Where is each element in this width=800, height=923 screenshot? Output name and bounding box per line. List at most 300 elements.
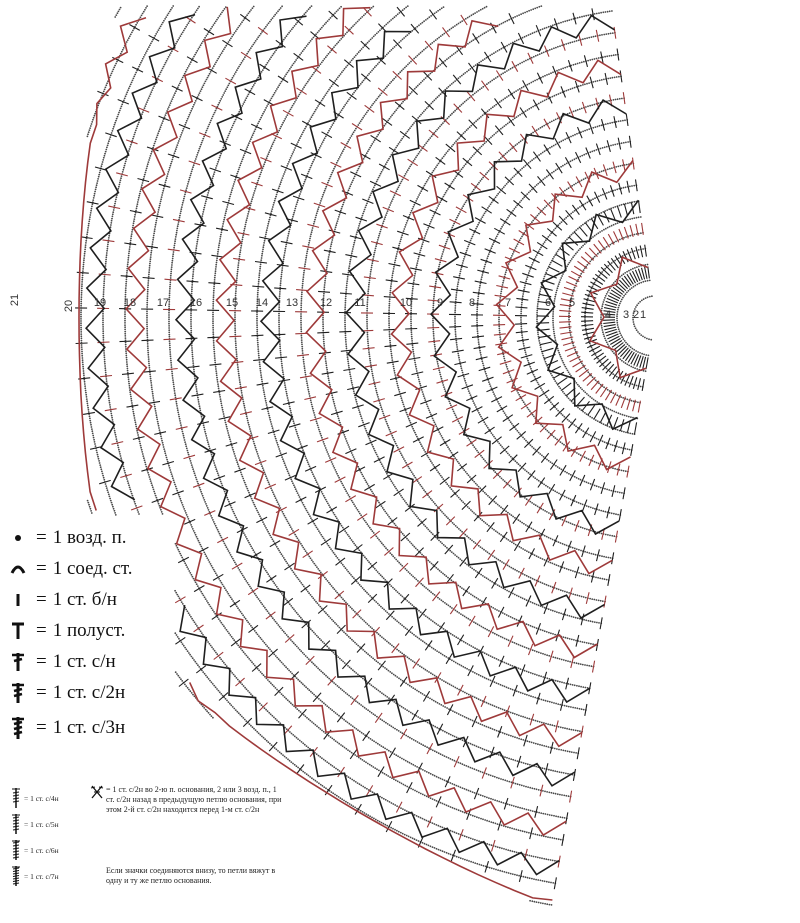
chain-dot (421, 666, 423, 668)
chain-dot (282, 177, 284, 179)
chain-dot (490, 680, 492, 682)
chain-dot (386, 161, 388, 163)
chain-dot (401, 454, 403, 456)
chain-dot (375, 390, 377, 392)
chain-dot (317, 528, 319, 530)
chain-dot (452, 409, 454, 411)
chain-dot (575, 183, 577, 185)
chain-dot (365, 622, 367, 624)
chain-dot (466, 535, 468, 537)
chain-dot (513, 543, 515, 545)
chain-dot (311, 229, 313, 231)
chain-dot (300, 328, 302, 330)
chain-dot (420, 190, 422, 192)
chain-dot (562, 391, 564, 393)
chain-dot (387, 514, 389, 516)
chain-dot (333, 465, 335, 467)
chain-dot (635, 306, 637, 308)
chain-dot (424, 237, 426, 239)
chain-dot (458, 689, 460, 691)
chain-dot (394, 372, 396, 374)
chain-dot (572, 593, 574, 595)
chain-dot (476, 11, 478, 13)
chain-dot (316, 481, 318, 483)
chain-dot (400, 40, 402, 42)
chain-dot (374, 568, 376, 570)
chain-dot (480, 518, 482, 520)
chain-dot (589, 219, 591, 221)
chain-dot (325, 499, 327, 501)
chain-dot (378, 633, 380, 635)
chain-dot (392, 272, 394, 274)
chain-dot (580, 454, 582, 456)
chain-dot (258, 277, 260, 279)
chain-dot (433, 420, 435, 422)
chain-dot (538, 297, 540, 299)
chain-dot (567, 264, 569, 266)
chain-dot (483, 268, 485, 270)
chain-dot (396, 445, 398, 447)
chain-dot (345, 302, 347, 304)
chain-dot (355, 399, 357, 401)
chain-dot (269, 219, 271, 221)
chain-dot (622, 165, 624, 167)
chain-dot (301, 337, 303, 339)
chain-dot (578, 572, 580, 574)
chain-dot (351, 500, 353, 502)
chain-dot (328, 504, 330, 506)
chain-dot (472, 191, 474, 193)
chain-dot (612, 351, 614, 353)
chain-dot (592, 643, 594, 645)
chain-dot (298, 494, 300, 496)
chain-dot (569, 328, 571, 330)
chain-dot (515, 90, 517, 92)
chain-dot (403, 406, 405, 408)
chain-dot (611, 535, 613, 537)
chain-dot (405, 502, 407, 504)
chain-dot (603, 386, 605, 388)
chain-dot (634, 367, 636, 369)
chain-dot (456, 527, 458, 529)
chain-dot (525, 440, 527, 442)
chain-dot (425, 109, 427, 111)
chain-dot (459, 359, 461, 361)
chain-dot (606, 146, 608, 148)
chain-dot (472, 400, 474, 402)
chain-dot (324, 286, 326, 288)
chain-dot (602, 11, 604, 13)
chain-dot (521, 304, 523, 306)
chain-dot (442, 34, 444, 36)
chain-dot (294, 486, 296, 488)
chain-dot (558, 69, 560, 71)
chain-dot (353, 390, 355, 392)
chain-dot (568, 398, 570, 400)
chain-dot (431, 42, 433, 44)
chain-dot (577, 407, 579, 409)
chain-dot (395, 147, 397, 149)
chain-dot (615, 491, 617, 493)
chain-dot (578, 502, 580, 504)
chain-dot (509, 121, 511, 123)
chain-dot (404, 226, 406, 228)
chain-dot (560, 413, 562, 415)
chain-dot (567, 370, 569, 372)
chain-dot (557, 118, 559, 120)
chain-dot (521, 334, 523, 336)
chain-dot (436, 279, 438, 281)
chain-dot (580, 573, 582, 575)
chain-dot (623, 295, 625, 297)
chain-dot (598, 195, 600, 197)
chain-dot (595, 379, 597, 381)
chain-dot (551, 375, 553, 377)
chain-dot (541, 389, 543, 391)
chain-dot (341, 71, 343, 73)
chain-dot (398, 73, 400, 75)
chain-dot (332, 170, 334, 172)
chain-dot (414, 662, 416, 664)
chain-dot (333, 401, 335, 403)
chain-dot (615, 99, 617, 101)
chain-dot (556, 94, 558, 96)
chain-dot (358, 168, 360, 170)
chain-dot (313, 523, 315, 525)
chain-dot (572, 707, 574, 709)
chain-dot (455, 219, 457, 221)
chain-dot (498, 635, 500, 637)
chain-dot (491, 202, 493, 204)
chain-dot (462, 260, 464, 262)
chain-dot (609, 226, 611, 228)
chain-dot (424, 451, 426, 453)
chain-dot (457, 139, 459, 141)
chain-dot (406, 570, 408, 572)
chain-dot (513, 251, 515, 253)
chain-dot (284, 250, 286, 252)
chain-dot (475, 448, 477, 450)
chain-dot (550, 562, 552, 564)
chain-dot (455, 340, 457, 342)
chain-dot (452, 144, 454, 146)
chain-dot (409, 468, 411, 470)
chain-dot (415, 366, 417, 368)
chain-dot (401, 70, 403, 72)
chain-dot (351, 181, 353, 183)
chain-dot (352, 58, 354, 60)
chain-dot (300, 315, 302, 317)
chain-dot (302, 449, 304, 451)
chain-dot (542, 509, 544, 511)
chain-dot (558, 249, 560, 251)
chain-dot (326, 501, 328, 503)
chain-dot (312, 114, 314, 116)
chain-dot (327, 258, 329, 260)
chain-dot (434, 421, 436, 423)
chain-dot (560, 542, 562, 544)
chain-dot (399, 141, 401, 143)
chain-dot (574, 548, 576, 550)
chain-dot (575, 425, 577, 427)
chain-dot (579, 62, 581, 64)
chain-dot (402, 68, 404, 70)
chain-dot (370, 271, 372, 273)
chain-dot (618, 412, 620, 414)
chain-dot (425, 525, 427, 527)
chain-dot (412, 351, 414, 353)
chain-dot (367, 110, 369, 112)
chain-dot (316, 107, 318, 109)
chain-dot (476, 648, 478, 650)
chain-dot (410, 310, 412, 312)
chain-dot (503, 280, 505, 282)
chain-dot (509, 485, 511, 487)
chain-dot (373, 532, 375, 534)
chain-dot (282, 458, 284, 460)
chain-dot (424, 642, 426, 644)
chain-dot (573, 729, 575, 731)
chain-dot (303, 270, 305, 272)
chain-dot (640, 216, 642, 218)
chain-dot (549, 264, 551, 266)
chain-dot (580, 225, 582, 227)
chain-dot (554, 490, 556, 492)
chain-dot (366, 321, 368, 323)
chain-dot (375, 601, 377, 603)
chain-dot (369, 360, 371, 362)
chain-dot (504, 638, 506, 640)
chain-dot (284, 384, 286, 386)
chain-dot (473, 621, 475, 623)
chain-dot (568, 89, 570, 91)
chain-dot (278, 306, 280, 308)
chain-dot (371, 371, 373, 373)
chain-dot (376, 181, 378, 183)
chain-dot (277, 444, 279, 446)
chain-dot (282, 369, 284, 371)
chain-dot (389, 584, 391, 586)
chain-dot (508, 215, 510, 217)
chain-dot (537, 331, 539, 333)
chain-dot (400, 139, 402, 141)
chain-dot (406, 600, 408, 602)
chain-dot (359, 85, 361, 87)
chain-dot (600, 384, 602, 386)
chain-dot (493, 241, 495, 243)
chain-dot (454, 177, 456, 179)
chain-dot (427, 406, 429, 408)
chain-dot (344, 530, 346, 532)
chain-dot (486, 375, 488, 377)
chain-dot (407, 416, 409, 418)
chain-dot (598, 12, 600, 14)
chain-dot (397, 108, 399, 110)
chain-dot (545, 239, 547, 241)
chain-dot (402, 9, 404, 11)
chain-dot (443, 156, 445, 158)
chain-dot (583, 619, 585, 621)
chain-dot (582, 504, 584, 506)
chain-dot (606, 579, 608, 581)
chain-dot (348, 446, 350, 448)
chain-dot (412, 344, 414, 346)
chain-dot (400, 531, 402, 533)
chain-dot (366, 303, 368, 305)
chain-dot (319, 202, 321, 204)
chain-dot (421, 245, 423, 247)
chain-dot (435, 623, 437, 625)
chain-dot (368, 485, 370, 487)
chain-dot (296, 433, 298, 435)
chain-dot (459, 558, 461, 560)
chain-dot (477, 452, 479, 454)
chain-dot (463, 132, 465, 134)
chain-dot (265, 236, 267, 238)
chain-dot (374, 66, 376, 68)
chain-dot (527, 360, 529, 362)
chain-dot (276, 440, 278, 442)
chain-dot (406, 412, 408, 414)
chain-dot (458, 585, 460, 587)
chain-dot (556, 492, 558, 494)
chain-dot (403, 626, 405, 628)
chain-dot (381, 408, 383, 410)
chain-dot (372, 189, 374, 191)
chain-dot (346, 287, 348, 289)
chain-dot (524, 349, 526, 351)
chain-dot (546, 74, 548, 76)
chain-dot (540, 5, 542, 7)
chain-dot (470, 68, 472, 70)
chain-dot (442, 382, 444, 384)
chain-dot (373, 256, 375, 258)
chain-dot (369, 527, 371, 529)
chain-dot (335, 471, 337, 473)
chain-dot (427, 18, 429, 20)
chain-dot (309, 515, 311, 517)
chain-dot (388, 206, 390, 208)
chain-dot (563, 444, 565, 446)
chain-dot (417, 260, 419, 262)
chain-dot (464, 101, 466, 103)
chain-dot (453, 223, 455, 225)
chain-dot (609, 122, 611, 124)
chain-dot (499, 24, 501, 26)
chain-dot (530, 672, 532, 674)
chain-dot (583, 269, 585, 271)
chain-dot (594, 197, 596, 199)
chain-dot (365, 430, 367, 432)
chain-dot (550, 586, 552, 588)
chain-dot (600, 361, 602, 363)
chain-dot (355, 544, 357, 546)
chain-dot (409, 166, 411, 168)
chain-dot (416, 262, 418, 264)
chain-dot (445, 681, 447, 683)
chain-dot (473, 153, 475, 155)
chain-dot (579, 708, 581, 710)
chain-dot (419, 151, 421, 153)
chain-dot (376, 98, 378, 100)
chain-dot (605, 11, 607, 13)
chain-dot (552, 322, 554, 324)
chain-dot (411, 471, 413, 473)
chain-dot (595, 577, 597, 579)
chain-dot (261, 257, 263, 259)
chain-dot (411, 543, 413, 545)
chain-dot (441, 435, 443, 437)
chain-dot (612, 144, 614, 146)
chain-dot (433, 215, 435, 217)
chain-dot (625, 342, 627, 344)
chain-dot (532, 602, 534, 604)
chain-dot (370, 273, 372, 275)
chain-dot (336, 413, 338, 415)
chain-dot (631, 383, 633, 385)
chain-dot (412, 511, 414, 513)
chain-dot (544, 177, 546, 179)
chain-dot (534, 603, 536, 605)
chain-dot (594, 13, 596, 15)
chain-dot (550, 373, 552, 375)
chain-dot (447, 188, 449, 190)
chain-dot (566, 239, 568, 241)
chain-dot (385, 419, 387, 421)
chain-dot (590, 507, 592, 509)
chain-dot (401, 653, 403, 655)
chain-dot (417, 517, 419, 519)
chain-dot (611, 167, 613, 169)
chain-dot (274, 198, 276, 200)
chain-dot (383, 220, 385, 222)
chain-dot (413, 160, 415, 162)
chain-dot (333, 512, 335, 514)
chain-dot (403, 37, 405, 39)
chain-dot (303, 272, 305, 274)
chain-dot (642, 248, 644, 250)
chain-dot (488, 170, 490, 172)
chain-dot (467, 643, 469, 645)
chain-dot (480, 455, 482, 457)
chain-dot (348, 139, 350, 141)
chain-dot (472, 39, 474, 41)
chain-dot (523, 196, 525, 198)
chain-dot (578, 526, 580, 528)
chain-dot (521, 522, 523, 524)
chain-dot (575, 617, 577, 619)
chain-dot (350, 183, 352, 185)
chain-dot (410, 329, 412, 331)
chain-dot (372, 377, 374, 379)
chain-dot (465, 163, 467, 165)
chain-dot (349, 97, 351, 99)
chain-dot (492, 434, 494, 436)
chain-dot (471, 40, 473, 42)
chain-dot (377, 239, 379, 241)
chain-dot (559, 354, 561, 356)
chain-dot (377, 500, 379, 502)
chain-dot (539, 721, 541, 723)
chain-dot (557, 410, 559, 412)
chain-dot (406, 222, 408, 224)
chain-dot (374, 450, 376, 452)
chain-dot (534, 186, 536, 188)
chain-dot (578, 685, 580, 687)
chain-dot (621, 360, 623, 362)
chain-dot (389, 118, 391, 120)
chain-dot (481, 87, 483, 89)
